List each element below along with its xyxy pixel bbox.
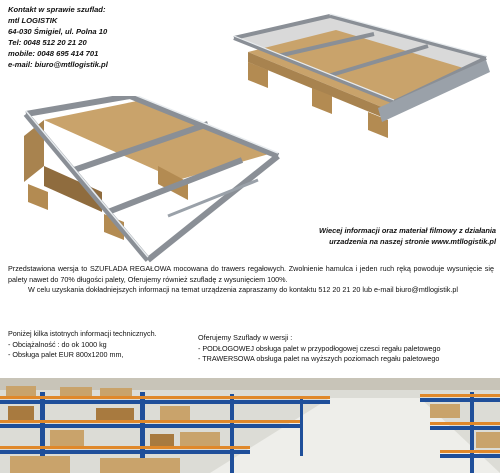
more-info-line-2: urzadzenia na naszej stronie www.mtllogistik.pl [329, 237, 496, 246]
description-paragraph-2: W celu uzyskania dokładniejszych informacji na temat urządzenia zapraszamy do kontaktu 512 20 21 20 lub e-mail biuro@mtllogistik.pl [28, 285, 458, 294]
offer-list [198, 333, 498, 365]
contact-heading: Kontakt w sprawie szuflad: [8, 5, 106, 14]
features-heading: Poniżej kilka istotnych informacji technicznych. [8, 329, 157, 338]
description-paragraph-1: Przedstawiona wersja to SZUFLADA REGAŁOWA mocowana do trawers regałowych. Zwolnienie hamulca i jeden ruch ręką powoduje wysunięcie się palety nawet do 70% długości palety, Oferujemy również szufladę z wysunięciem 100%. [8, 264, 494, 284]
mobile: mobile: 0048 695 414 701 [8, 49, 99, 58]
feature-item: - Obsługa palet EUR 800x1200 mm, [8, 350, 124, 359]
more-info-line-1: Wiecej informacji oraz materiał filmowy z działania [319, 226, 496, 235]
description [8, 264, 494, 296]
company-name: mtl LOGISTIK [8, 16, 58, 25]
offer-item: - PODŁOGOWEJ obsługa palet w przypodłogowej czesci regału paletowego [198, 343, 441, 353]
warehouse-photo [0, 378, 500, 473]
feature-item: - Obciążalność : do ok 1000 kg [8, 339, 107, 349]
phone: Tel: 0048 512 20 21 20 [8, 38, 87, 47]
pallet-drawer-photo-left [8, 96, 288, 270]
offer-heading: Oferujemy Szuflady w wersji : [198, 333, 293, 342]
offer-item: - TRAWERSOWA obsługa palet na wyższych poziomach regału paletowego [198, 354, 440, 363]
contact-block [8, 4, 168, 70]
technical-features [8, 329, 193, 361]
address: 64-030 Śmigiel, ul. Polna 10 [8, 27, 108, 36]
more-info-note [268, 225, 496, 247]
email: e-mail: biuro@mtllogistik.pl [8, 60, 108, 69]
